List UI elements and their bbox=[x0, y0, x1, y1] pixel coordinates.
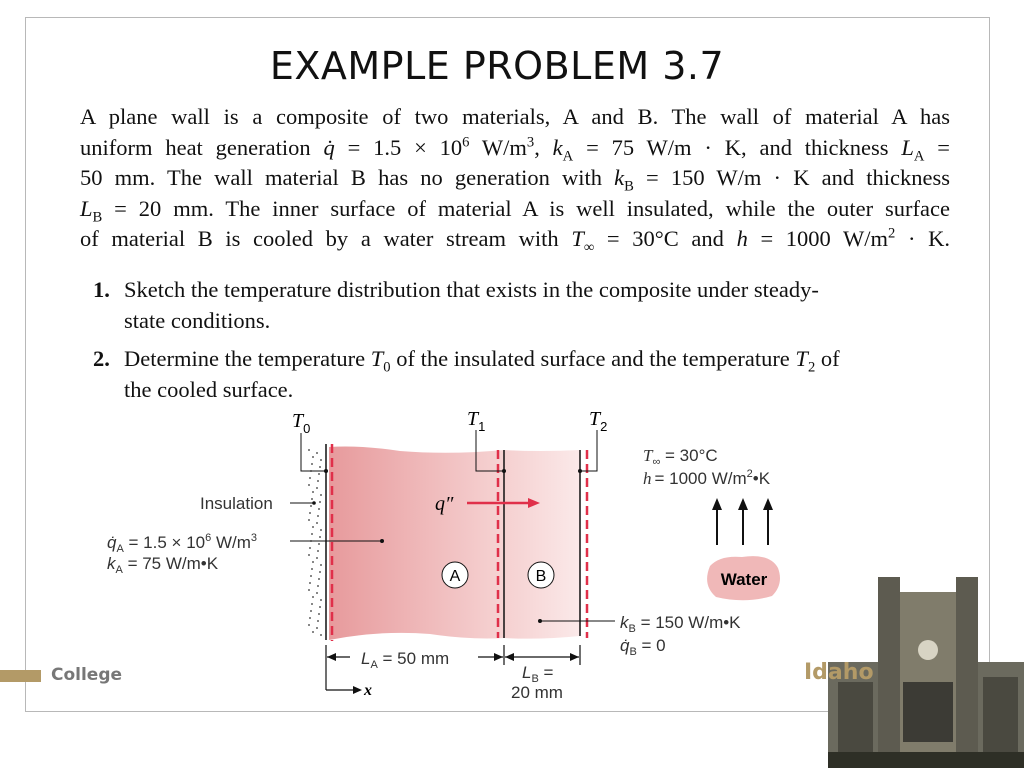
task-line bbox=[124, 274, 819, 305]
text-segment: ∞ bbox=[583, 239, 595, 256]
text-segment: T bbox=[571, 226, 584, 251]
text-segment: k bbox=[552, 134, 563, 160]
insulation-dot bbox=[309, 617, 311, 619]
footer-college-text: College bbox=[51, 665, 123, 685]
text-segment: W/m bbox=[469, 134, 527, 160]
water-label: Water bbox=[720, 570, 768, 589]
text-segment: 3 bbox=[526, 134, 535, 150]
insulation-dot bbox=[316, 452, 318, 454]
insulation-dot bbox=[308, 624, 310, 626]
water-flow-arrows bbox=[717, 508, 768, 545]
text-segment: = 1000 W/m bbox=[747, 226, 889, 251]
insulation-dot bbox=[311, 568, 313, 570]
t0-label: $T_0$ bbox=[292, 410, 311, 436]
insulation-dot bbox=[308, 449, 310, 451]
insulation-dot bbox=[311, 463, 313, 465]
insulation-dot bbox=[309, 512, 311, 514]
insulation-dot bbox=[308, 589, 310, 591]
insulation-dot bbox=[311, 498, 313, 500]
insulation-dot bbox=[319, 606, 321, 608]
task-list bbox=[93, 274, 943, 412]
text-segment: , bbox=[534, 134, 553, 160]
insulation-dot bbox=[319, 536, 321, 538]
text-segment: k bbox=[614, 165, 625, 190]
task-item bbox=[93, 274, 943, 336]
insulation-dot bbox=[309, 582, 311, 584]
text-segment: T bbox=[795, 346, 808, 371]
insulation-dot bbox=[319, 501, 321, 503]
composite-wall-diagram bbox=[0, 400, 830, 710]
insulation-dot bbox=[308, 484, 310, 486]
text-segment: 6 bbox=[462, 134, 470, 150]
insulation-dot bbox=[316, 522, 318, 524]
text-segment: of the insulated surface and the temperature bbox=[390, 346, 796, 371]
insulation-dot bbox=[316, 592, 318, 594]
insulation-dot bbox=[319, 466, 321, 468]
insulation-dot bbox=[308, 519, 310, 521]
text-segment: A bbox=[913, 148, 925, 164]
text-segment: · K. bbox=[895, 226, 951, 251]
text-segment: 2 bbox=[888, 225, 896, 242]
problem-line bbox=[80, 224, 950, 255]
problem-statement bbox=[80, 102, 950, 255]
text-segment: A bbox=[562, 148, 574, 164]
task-line bbox=[124, 305, 819, 336]
text-segment: 50 mm. The wall material B has no generation with bbox=[80, 165, 615, 190]
text-segment: L bbox=[901, 134, 914, 160]
material-a-label: A bbox=[449, 568, 461, 585]
insulation-dot bbox=[310, 575, 312, 577]
text-segment: h bbox=[736, 226, 748, 251]
footer-idaho-logo: Idaho bbox=[804, 660, 874, 685]
heat-flux-label: q″ bbox=[435, 493, 454, 515]
h-label: h = 1000 $W/m^2•K$ bbox=[643, 468, 771, 488]
text-segment: = 20 mm. The inner surface of material A is well insulated, while the outer surface bbox=[102, 195, 950, 221]
insulation-dot bbox=[312, 491, 314, 493]
insulation-dot bbox=[309, 547, 311, 549]
text-segment: Determine the temperature bbox=[124, 346, 371, 371]
qa-label: $q̇_A = 1.5 \times 10^6$ $W/m^3$ bbox=[107, 532, 258, 555]
lb-dimension-value: 20 mm bbox=[511, 683, 563, 702]
la-dimension: $L_A = 50$ mm bbox=[361, 649, 450, 671]
text-segment: = bbox=[924, 134, 950, 160]
insulation-dot bbox=[311, 533, 313, 535]
text-segment: state conditions. bbox=[124, 308, 271, 333]
text-segment: = 150 W/m · K and thickness bbox=[633, 165, 950, 190]
insulation-dot bbox=[320, 529, 322, 531]
insulation-label: Insulation bbox=[200, 494, 273, 513]
insulation-dot bbox=[308, 554, 310, 556]
insulation-dot bbox=[317, 550, 319, 552]
insulation-dot bbox=[316, 487, 318, 489]
task-item bbox=[93, 343, 943, 405]
text-segment: uniform heat generation bbox=[80, 134, 324, 160]
t2-label: $T_2$ bbox=[589, 408, 608, 434]
wall-b bbox=[504, 450, 580, 639]
problem-line bbox=[80, 133, 950, 164]
task-line bbox=[124, 343, 840, 374]
insulation-dot bbox=[311, 603, 313, 605]
kb-label: $k_B = 150$ W/m•K bbox=[620, 613, 741, 635]
insulation-dot bbox=[319, 571, 321, 573]
slide-title: EXAMPLE PROBLEM 3.7 bbox=[269, 44, 725, 88]
task-number: 1. bbox=[93, 277, 110, 302]
text-segment: 0 bbox=[383, 359, 391, 376]
problem-line bbox=[80, 194, 950, 225]
text-segment: T bbox=[370, 346, 384, 371]
insulation-dot bbox=[318, 508, 320, 510]
insulation-dot bbox=[320, 494, 322, 496]
insulation-dot bbox=[312, 526, 314, 528]
insulation-dot bbox=[320, 634, 322, 636]
text-segment: B bbox=[624, 178, 634, 195]
lb-dimension: $L_B$ = bbox=[522, 663, 554, 685]
ka-label: $k_A = 75$ W/m•K bbox=[107, 554, 219, 576]
problem-line bbox=[80, 163, 950, 194]
insulation-dot bbox=[318, 473, 320, 475]
insulation-pattern bbox=[306, 445, 324, 641]
insulation-dot bbox=[318, 543, 320, 545]
text-segment: q̇ bbox=[323, 134, 335, 160]
problem-line bbox=[80, 102, 950, 133]
insulation-dot bbox=[309, 477, 311, 479]
text-segment: = 1.5 × 10 bbox=[334, 134, 463, 160]
insulation-dot bbox=[320, 599, 322, 601]
insulation-dot bbox=[310, 610, 312, 612]
qb-label: $q̇_B = 0$ bbox=[620, 636, 666, 658]
text-segment: of bbox=[815, 346, 840, 371]
insulation-dot bbox=[317, 515, 319, 517]
t-inf-label: $T_\infty = 30^\circ C$ bbox=[643, 446, 718, 468]
text-segment: = 75 W/m · K, and thickness bbox=[573, 134, 902, 160]
material-b-label: B bbox=[535, 568, 547, 585]
text-segment: of material B is cooled by a water stream with bbox=[80, 226, 572, 251]
insulation-dot bbox=[316, 627, 318, 629]
text-segment: L bbox=[80, 195, 93, 221]
text-segment: 2 bbox=[807, 359, 816, 376]
wall-a bbox=[329, 447, 504, 641]
text-segment: the cooled surface. bbox=[124, 377, 294, 402]
t1-label: $T_1$ bbox=[467, 408, 486, 434]
text-segment: B bbox=[92, 209, 103, 225]
insulation-dot bbox=[317, 480, 319, 482]
insulation-dot bbox=[320, 459, 322, 461]
insulation-dot bbox=[318, 613, 320, 615]
text-segment: = 30°C and bbox=[594, 226, 737, 251]
insulation-dot bbox=[317, 585, 319, 587]
insulation-dot bbox=[318, 578, 320, 580]
task-number: 2. bbox=[93, 346, 110, 371]
insulation-dot bbox=[316, 557, 318, 559]
insulation-dot bbox=[312, 456, 314, 458]
insulation-dot bbox=[310, 505, 312, 507]
footer-accent-bar bbox=[0, 670, 41, 682]
text-segment: Sketch the temperature distribution that exists in the composite under steady- bbox=[124, 277, 819, 302]
insulation-dot bbox=[312, 561, 314, 563]
insulation-dot bbox=[312, 596, 314, 598]
x-axis-label: x bbox=[364, 682, 372, 699]
insulation-dot bbox=[312, 631, 314, 633]
text-segment: A plane wall is a composite of two materials, A and B. The wall of material A has bbox=[80, 104, 950, 129]
insulation-dot bbox=[320, 564, 322, 566]
insulation-dot bbox=[317, 620, 319, 622]
